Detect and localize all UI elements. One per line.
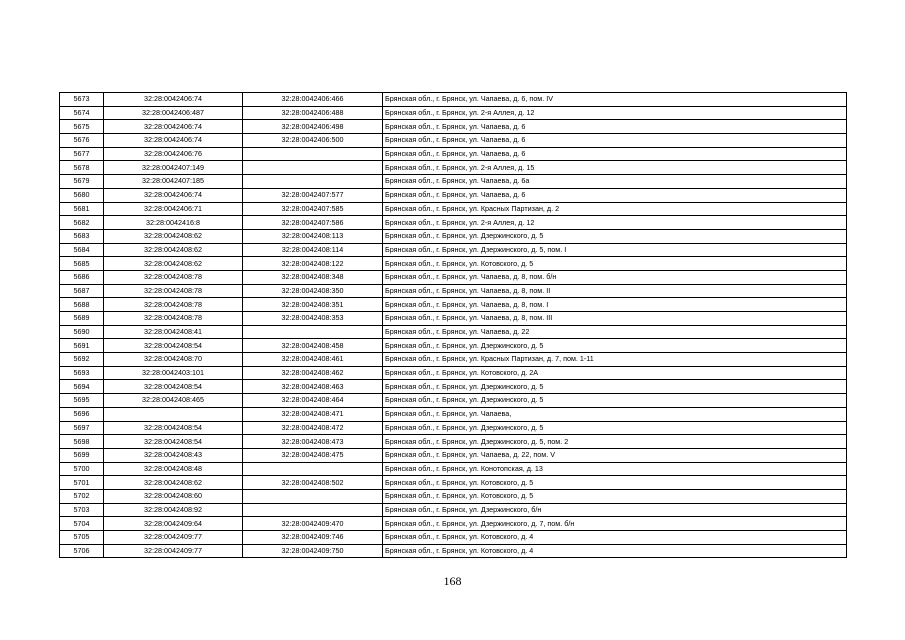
cadastral-number-cell: 32:28:0042408:62: [104, 476, 243, 490]
table-row: [60, 298, 847, 312]
cadastral-number-cell: 32:28:0042408:78: [104, 298, 243, 312]
table-row: [60, 462, 847, 476]
address-cell: Брянская обл., г. Брянск, ул. Чапаева, д. 8, пом. II: [383, 284, 847, 298]
table-row: [60, 531, 847, 545]
table-row: [60, 476, 847, 490]
table-row: [60, 380, 847, 394]
table-row: [60, 503, 847, 517]
table-row: [60, 339, 847, 353]
address-cell: Брянская обл., г. Брянск, ул. Чапаева, д. 22, пом. V: [383, 448, 847, 462]
related-cadastral-number-cell: 32:28:0042406:488: [243, 106, 383, 120]
table-row: [60, 489, 847, 503]
related-cadastral-number-cell: 32:28:0042409:470: [243, 517, 383, 531]
address-cell: Брянская обл., г. Брянск, ул. Котовского, д. 5: [383, 489, 847, 503]
cadastral-number-cell: 32:28:0042407:149: [104, 161, 243, 175]
related-cadastral-number-cell: 32:28:0042408:113: [243, 229, 383, 243]
table-row: [60, 448, 847, 462]
cadastral-number-cell: 32:28:0042409:64: [104, 517, 243, 531]
row-number-cell: 5679: [60, 175, 104, 189]
table-row: [60, 216, 847, 230]
row-number-cell: 5688: [60, 298, 104, 312]
related-cadastral-number-cell: 32:28:0042408:464: [243, 394, 383, 408]
address-cell: Брянская обл., г. Брянск, ул. Дзержинского, д. 5: [383, 380, 847, 394]
cadastral-number-cell: 32:28:0042406:487: [104, 106, 243, 120]
row-number-cell: 5678: [60, 161, 104, 175]
related-cadastral-number-cell: 32:28:0042407:577: [243, 188, 383, 202]
address-cell: Брянская обл., г. Брянск, ул. Котовского, д. 4: [383, 531, 847, 545]
table-row: [60, 134, 847, 148]
table-row: [60, 229, 847, 243]
related-cadastral-number-cell: [243, 489, 383, 503]
row-number-cell: 5687: [60, 284, 104, 298]
related-cadastral-number-cell: 32:28:0042409:750: [243, 544, 383, 558]
cadastral-number-cell: [104, 407, 243, 421]
row-number-cell: 5701: [60, 476, 104, 490]
table-row: [60, 421, 847, 435]
row-number-cell: 5706: [60, 544, 104, 558]
related-cadastral-number-cell: 32:28:0042408:502: [243, 476, 383, 490]
row-number-cell: 5699: [60, 448, 104, 462]
address-cell: Брянская обл., г. Брянск, ул. Дзержинского, д. 5, пом. 2: [383, 435, 847, 449]
table-row: [60, 120, 847, 134]
related-cadastral-number-cell: 32:28:0042408:122: [243, 257, 383, 271]
cadastral-number-cell: 32:28:0042408:43: [104, 448, 243, 462]
address-cell: Брянская обл., г. Брянск, ул. Котовского, д. 2А: [383, 366, 847, 380]
cadastral-number-cell: 32:28:0042408:62: [104, 243, 243, 257]
cadastral-number-cell: 32:28:0042408:54: [104, 339, 243, 353]
related-cadastral-number-cell: [243, 325, 383, 339]
row-number-cell: 5702: [60, 489, 104, 503]
row-number-cell: 5692: [60, 353, 104, 367]
row-number-cell: 5681: [60, 202, 104, 216]
address-cell: Брянская обл., г. Брянск, ул. Чапаева, д. 8, пом. I: [383, 298, 847, 312]
address-cell: Брянская обл., г. Брянск, ул. Чапаева, д. 6, пом. IV: [383, 93, 847, 107]
address-cell: Брянская обл., г. Брянск, ул. Чапаева, д. 6: [383, 120, 847, 134]
cadastral-number-cell: 32:28:0042408:48: [104, 462, 243, 476]
cadastral-number-cell: 32:28:0042408:62: [104, 229, 243, 243]
related-cadastral-number-cell: 32:28:0042408:458: [243, 339, 383, 353]
cadastral-number-cell: 32:28:0042406:74: [104, 188, 243, 202]
row-number-cell: 5674: [60, 106, 104, 120]
address-cell: Брянская обл., г. Брянск, ул. Дзержинского, д. 5: [383, 229, 847, 243]
table-row: [60, 366, 847, 380]
address-cell: Брянская обл., г. Брянск, ул. Чапаева, д. 8, пом. б/н: [383, 270, 847, 284]
related-cadastral-number-cell: 32:28:0042406:498: [243, 120, 383, 134]
address-cell: Брянская обл., г. Брянск, ул. Котовского, д. 5: [383, 476, 847, 490]
row-number-cell: 5686: [60, 270, 104, 284]
cadastral-number-cell: 32:28:0042408:78: [104, 284, 243, 298]
cadastral-number-cell: 32:28:0042409:77: [104, 544, 243, 558]
registry-table-body: [60, 93, 847, 558]
cadastral-number-cell: 32:28:0042408:78: [104, 270, 243, 284]
address-cell: Брянская обл., г. Брянск, ул. Котовского, д. 5: [383, 257, 847, 271]
row-number-cell: 5693: [60, 366, 104, 380]
cadastral-number-cell: 32:28:0042406:74: [104, 134, 243, 148]
row-number-cell: 5696: [60, 407, 104, 421]
cadastral-number-cell: 32:28:0042406:76: [104, 147, 243, 161]
related-cadastral-number-cell: [243, 147, 383, 161]
related-cadastral-number-cell: [243, 175, 383, 189]
table-row: [60, 284, 847, 298]
address-cell: Брянская обл., г. Брянск, ул. 2-я Аллея, д. 15: [383, 161, 847, 175]
row-number-cell: 5677: [60, 147, 104, 161]
row-number-cell: 5673: [60, 93, 104, 107]
related-cadastral-number-cell: [243, 161, 383, 175]
address-cell: Брянская обл., г. Брянск, ул. Чапаева, д. 6а: [383, 175, 847, 189]
row-number-cell: 5703: [60, 503, 104, 517]
address-cell: Брянская обл., г. Брянск, ул. 2-я Аллея, д. 12: [383, 106, 847, 120]
table-row: [60, 147, 847, 161]
cadastral-number-cell: 32:28:0042408:54: [104, 380, 243, 394]
related-cadastral-number-cell: [243, 462, 383, 476]
table-row: [60, 270, 847, 284]
related-cadastral-number-cell: 32:28:0042407:585: [243, 202, 383, 216]
related-cadastral-number-cell: 32:28:0042408:471: [243, 407, 383, 421]
table-row: [60, 257, 847, 271]
table-row: [60, 544, 847, 558]
registry-table: [59, 92, 847, 558]
row-number-cell: 5685: [60, 257, 104, 271]
table-row: [60, 353, 847, 367]
related-cadastral-number-cell: 32:28:0042408:461: [243, 353, 383, 367]
related-cadastral-number-cell: 32:28:0042408:114: [243, 243, 383, 257]
cadastral-number-cell: 32:28:0042408:92: [104, 503, 243, 517]
table-row: [60, 517, 847, 531]
address-cell: Брянская обл., г. Брянск, ул. Дзержинского, д. 7, пом. б/н: [383, 517, 847, 531]
cadastral-number-cell: 32:28:0042408:54: [104, 435, 243, 449]
address-cell: Брянская обл., г. Брянск, ул. Красных Партизан, д. 2: [383, 202, 847, 216]
related-cadastral-number-cell: 32:28:0042408:350: [243, 284, 383, 298]
cadastral-number-cell: 32:28:0042403:101: [104, 366, 243, 380]
address-cell: Брянская обл., г. Брянск, ул. 2-я Аллея, д. 12: [383, 216, 847, 230]
row-number-cell: 5697: [60, 421, 104, 435]
address-cell: Брянская обл., г. Брянск, ул. Чапаева, д. 8, пом. III: [383, 312, 847, 326]
table-row: [60, 394, 847, 408]
address-cell: Брянская обл., г. Брянск, ул. Конотопская, д. 13: [383, 462, 847, 476]
row-number-cell: 5689: [60, 312, 104, 326]
related-cadastral-number-cell: 32:28:0042408:472: [243, 421, 383, 435]
related-cadastral-number-cell: 32:28:0042408:463: [243, 380, 383, 394]
table-row: [60, 202, 847, 216]
row-number-cell: 5705: [60, 531, 104, 545]
related-cadastral-number-cell: 32:28:0042408:353: [243, 312, 383, 326]
cadastral-number-cell: 32:28:0042408:465: [104, 394, 243, 408]
row-number-cell: 5683: [60, 229, 104, 243]
row-number-cell: 5704: [60, 517, 104, 531]
cadastral-number-cell: 32:28:0042416:8: [104, 216, 243, 230]
address-cell: Брянская обл., г. Брянск, ул. Чапаева,: [383, 407, 847, 421]
address-cell: Брянская обл., г. Брянск, ул. Дзержинского, д. 5: [383, 421, 847, 435]
cadastral-number-cell: 32:28:0042408:41: [104, 325, 243, 339]
related-cadastral-number-cell: 32:28:0042408:475: [243, 448, 383, 462]
cadastral-number-cell: 32:28:0042406:74: [104, 93, 243, 107]
cadastral-number-cell: 32:28:0042408:78: [104, 312, 243, 326]
address-cell: Брянская обл., г. Брянск, ул. Дзержинского, д. 5: [383, 394, 847, 408]
row-number-cell: 5700: [60, 462, 104, 476]
cadastral-number-cell: 32:28:0042409:77: [104, 531, 243, 545]
related-cadastral-number-cell: 32:28:0042408:473: [243, 435, 383, 449]
cadastral-number-cell: 32:28:0042407:185: [104, 175, 243, 189]
row-number-cell: 5698: [60, 435, 104, 449]
table-row: [60, 93, 847, 107]
address-cell: Брянская обл., г. Брянск, ул. Чапаева, д. 6: [383, 147, 847, 161]
cadastral-number-cell: 32:28:0042408:62: [104, 257, 243, 271]
row-number-cell: 5680: [60, 188, 104, 202]
row-number-cell: 5695: [60, 394, 104, 408]
related-cadastral-number-cell: [243, 503, 383, 517]
cadastral-number-cell: 32:28:0042406:74: [104, 120, 243, 134]
related-cadastral-number-cell: 32:28:0042409:746: [243, 531, 383, 545]
address-cell: Брянская обл., г. Брянск, ул. Красных Партизан, д. 7, пом. 1-11: [383, 353, 847, 367]
address-cell: Брянская обл., г. Брянск, ул. Чапаева, д. 22: [383, 325, 847, 339]
table-row: [60, 312, 847, 326]
row-number-cell: 5684: [60, 243, 104, 257]
row-number-cell: 5690: [60, 325, 104, 339]
related-cadastral-number-cell: 32:28:0042406:466: [243, 93, 383, 107]
related-cadastral-number-cell: 32:28:0042406:500: [243, 134, 383, 148]
address-cell: Брянская обл., г. Брянск, ул. Чапаева, д. 6: [383, 134, 847, 148]
row-number-cell: 5676: [60, 134, 104, 148]
row-number-cell: 5694: [60, 380, 104, 394]
page-number: 168: [443, 574, 462, 588]
cadastral-number-cell: 32:28:0042406:71: [104, 202, 243, 216]
table-row: [60, 243, 847, 257]
cadastral-number-cell: 32:28:0042408:60: [104, 489, 243, 503]
address-cell: Брянская обл., г. Брянск, ул. Дзержинского, д. 5: [383, 339, 847, 353]
table-row: [60, 407, 847, 421]
cadastral-number-cell: 32:28:0042408:54: [104, 421, 243, 435]
related-cadastral-number-cell: 32:28:0042408:348: [243, 270, 383, 284]
address-cell: Брянская обл., г. Брянск, ул. Дзержинского, б/н: [383, 503, 847, 517]
table-row: [60, 175, 847, 189]
row-number-cell: 5691: [60, 339, 104, 353]
table-row: [60, 106, 847, 120]
table-row: [60, 435, 847, 449]
address-cell: Брянская обл., г. Брянск, ул. Чапаева, д. 6: [383, 188, 847, 202]
table-row: [60, 188, 847, 202]
row-number-cell: 5682: [60, 216, 104, 230]
row-number-cell: 5675: [60, 120, 104, 134]
table-row: [60, 325, 847, 339]
cadastral-number-cell: 32:28:0042408:70: [104, 353, 243, 367]
related-cadastral-number-cell: 32:28:0042408:351: [243, 298, 383, 312]
table-row: [60, 161, 847, 175]
address-cell: Брянская обл., г. Брянск, ул. Дзержинского, д. 5, пом. I: [383, 243, 847, 257]
related-cadastral-number-cell: 32:28:0042407:586: [243, 216, 383, 230]
related-cadastral-number-cell: 32:28:0042408:462: [243, 366, 383, 380]
address-cell: Брянская обл., г. Брянск, ул. Котовского, д. 4: [383, 544, 847, 558]
